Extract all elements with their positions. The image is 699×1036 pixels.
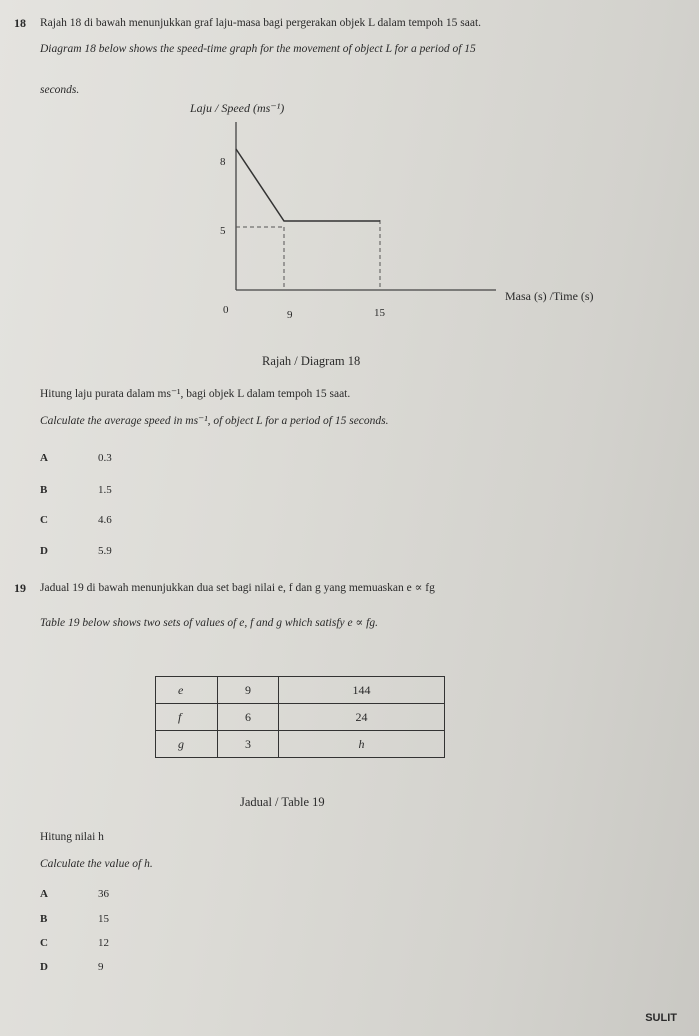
question-19-malay-question: Hitung nilai h <box>40 831 104 843</box>
option-19-B-value: 15 <box>98 913 109 925</box>
table-cell-f-2: 24 <box>279 704 445 731</box>
table-19-caption: Jadual / Table 19 <box>240 795 325 809</box>
question-18-malay-text: Rajah 18 di bawah menunjukkan graf laju-masa bagi pergerakan objek L dalam tempoh 15 saat. <box>40 17 482 29</box>
graph-x-tick-9: 9 <box>287 309 293 321</box>
table-row-f <box>156 704 445 731</box>
table-row-e <box>156 677 445 704</box>
graph-x-tick-15: 15 <box>374 307 385 319</box>
option-19-C-letter: C <box>40 937 48 949</box>
footer-sulit: SULIT <box>645 1012 677 1024</box>
option-19-B-letter: B <box>40 913 48 925</box>
table-cell-e-1: 9 <box>218 677 279 704</box>
question-18-english-line2: seconds. <box>40 84 80 96</box>
question-19-english-question: Calculate the value of h. <box>40 858 153 870</box>
graph-x-axis-label: Masa (s) /Time (s) <box>505 289 594 303</box>
table-cell-f-1: 6 <box>218 704 279 731</box>
option-19-A-letter: A <box>40 888 48 900</box>
graph-y-tick-5: 5 <box>220 225 226 237</box>
table-cell-e-2: 144 <box>279 677 445 704</box>
graph-y-tick-8: 8 <box>220 156 226 168</box>
diagram-18-caption: Rajah / Diagram 18 <box>262 354 361 368</box>
option-18-D-value: 5.9 <box>98 545 112 557</box>
option-18-C-value: 4.6 <box>98 514 112 526</box>
option-18-A-value: 0.3 <box>98 452 112 464</box>
table-row-g <box>156 731 445 758</box>
table-cell-label-g: g <box>156 731 218 758</box>
table-cell-label-e: e <box>156 677 218 704</box>
table-cell-g-1: 3 <box>218 731 279 758</box>
option-19-D-value: 9 <box>98 961 104 973</box>
table-19 <box>155 676 445 758</box>
speed-time-graph <box>0 0 699 340</box>
graph-x-tick-0: 0 <box>223 304 229 316</box>
question-19-number: 19 <box>14 581 26 595</box>
graph-speed-line <box>236 149 380 221</box>
option-18-B-value: 1.5 <box>98 484 112 496</box>
question-19-malay-text: Jadual 19 di bawah menunjukkan dua set bagi nilai e, f dan g yang memuaskan e ∝ fg <box>40 582 435 594</box>
graph-y-axis-label: Laju / Speed (ms⁻¹) <box>190 101 285 115</box>
option-18-C-letter: C <box>40 514 48 526</box>
table-cell-label-f: f <box>156 704 218 731</box>
question-18-number: 18 <box>14 16 26 30</box>
table-cell-g-2: h <box>279 731 445 758</box>
question-18-english-line1: Diagram 18 below shows the speed-time graph for the movement of object L for a period of 15 <box>40 43 476 55</box>
option-19-D-letter: D <box>40 961 48 973</box>
option-19-C-value: 12 <box>98 937 109 949</box>
question-18-english-question: Calculate the average speed in ms⁻¹, of object L for a period of 15 seconds. <box>40 415 389 427</box>
option-18-B-letter: B <box>40 484 48 496</box>
option-18-D-letter: D <box>40 545 48 557</box>
option-18-A-letter: A <box>40 452 48 464</box>
question-18-malay-question: Hitung laju purata dalam ms⁻¹, bagi objek L dalam tempoh 15 saat. <box>40 388 351 400</box>
question-19-english-text: Table 19 below shows two sets of values of e, f and g which satisfy e ∝ fg. <box>40 617 378 629</box>
option-19-A-value: 36 <box>98 888 109 900</box>
